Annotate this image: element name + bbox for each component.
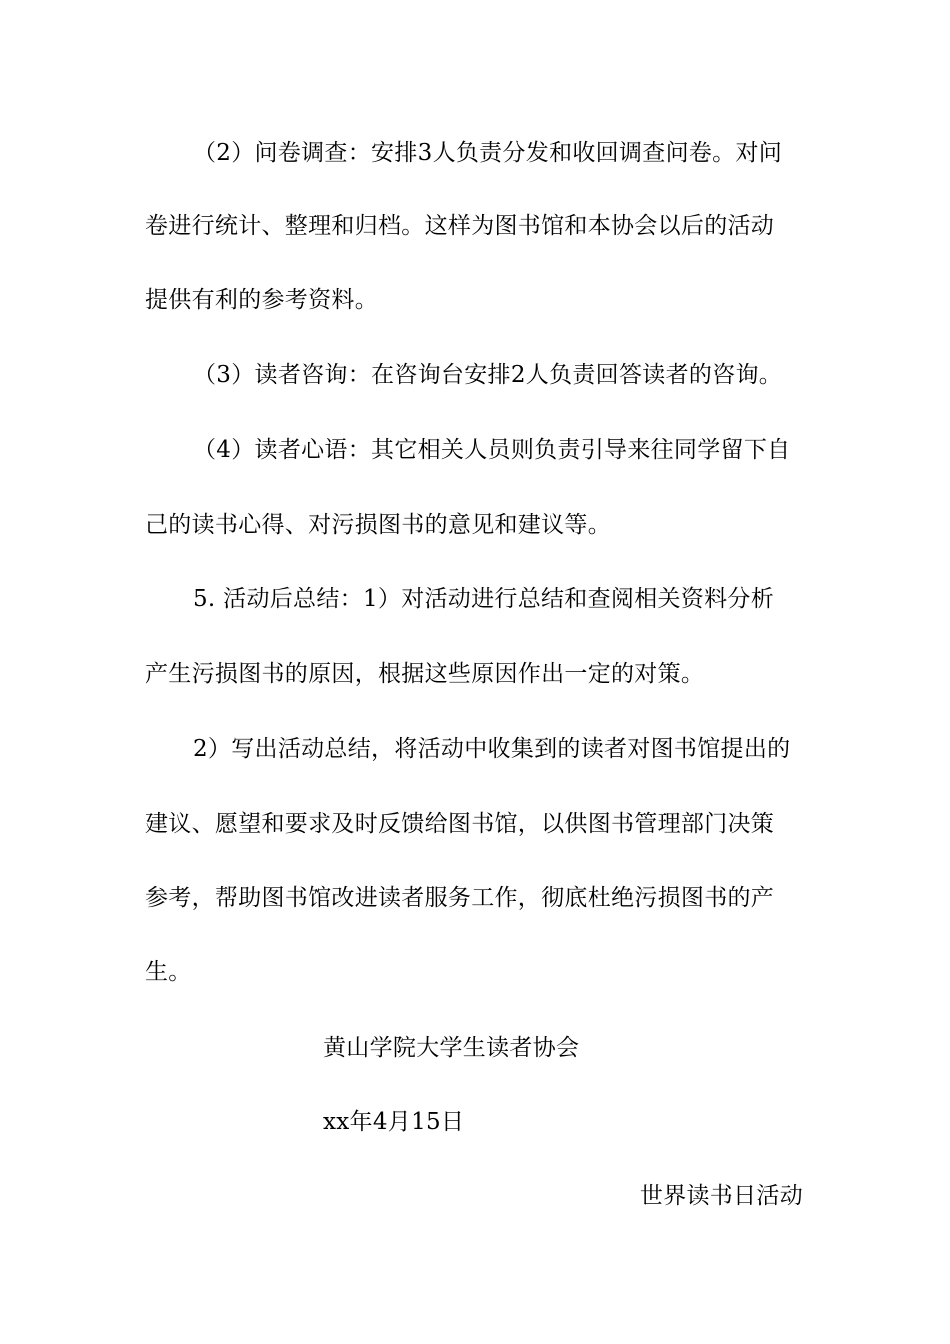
- paragraph-line: 2）写出活动总结，将活动中收集到的读者对图书馆提出的: [193, 736, 791, 762]
- paragraph-line: 提供有利的参考资料。: [145, 287, 378, 313]
- signature-date: xx年4月15日: [323, 1109, 465, 1135]
- next-section-title: 世界读书日活动: [639, 1183, 803, 1209]
- paragraph-line: 参考，帮助图书馆改进读者服务工作，彻底杜绝污损图书的产: [145, 885, 775, 911]
- paragraph-line: 生。: [145, 959, 192, 985]
- paragraph-line: 建议、愿望和要求及时反馈给图书馆，以供图书管理部门决策: [145, 811, 775, 837]
- paragraph-line: （2）问卷调查：安排3人负责分发和收回调查问卷。对问: [193, 140, 783, 166]
- paragraph-line: （4）读者心语：其它相关人员则负责引导来往同学留下自: [193, 437, 791, 463]
- paragraph-line: 己的读书心得、对污损图书的意见和建议等。: [145, 512, 611, 538]
- paragraph-line: 5. 活动后总结：1）对活动进行总结和查阅相关资料分析: [193, 586, 774, 612]
- paragraph-line: 卷进行统计、整理和归档。这样为图书馆和本协会以后的活动: [145, 213, 775, 239]
- signature-organization: 黄山学院大学生读者协会: [323, 1035, 580, 1061]
- paragraph-line: 产生污损图书的原因，根据这些原因作出一定的对策。: [145, 661, 705, 687]
- paragraph-line: （3）读者咨询：在咨询台安排2人负责回答读者的咨询。: [193, 362, 783, 388]
